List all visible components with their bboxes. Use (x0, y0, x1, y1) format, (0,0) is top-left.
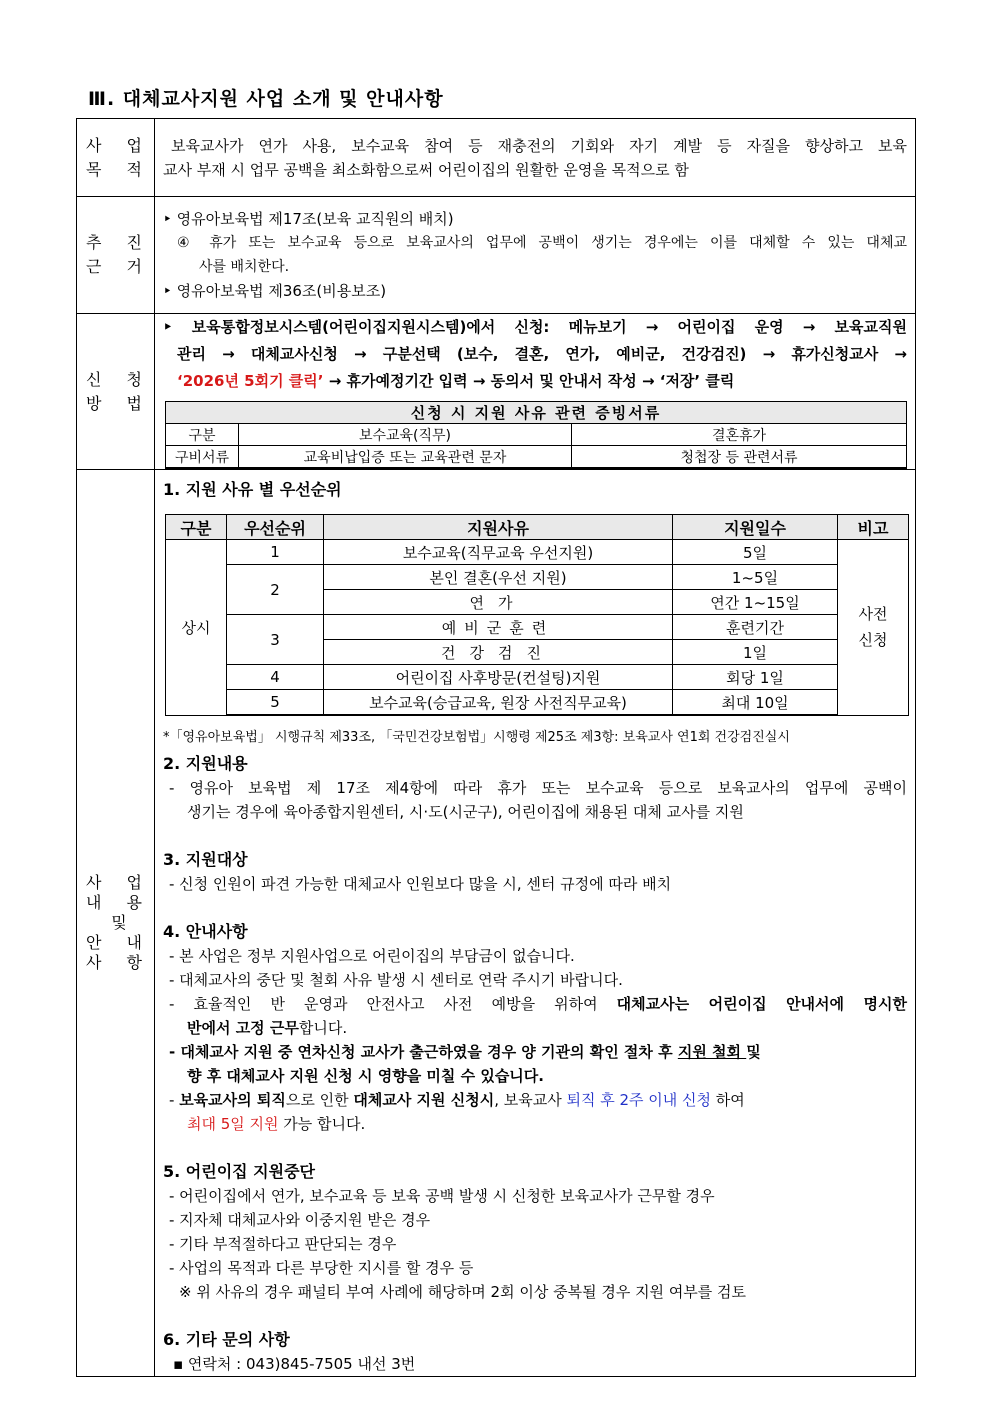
section-4-line7-text3: 하여 (711, 1091, 745, 1109)
priority-category: 상시 (166, 540, 227, 716)
section-2-line2: 생기는 경우에 육아종합지원센터, 시·도(시군구), 어린이집에 채용된 대체 교사를 지원 (187, 803, 744, 821)
section-5-line3: - 기타 부적절하다고 판단되는 경우 (169, 1235, 397, 1253)
section-4-line7-blue: 퇴직 후 2주 이내 신청 (566, 1091, 712, 1109)
section-4-line4 (163, 1016, 907, 1040)
section-4-line8-text: 가능 합니다. (278, 1115, 366, 1133)
priority-rank: 3 (227, 615, 324, 665)
section-5-line1: - 어린이집에서 연가, 보수교육 등 보육 공백 발생 시 신청한 보육교사가 근무할 경우 (169, 1187, 715, 1205)
priority-row-2 (166, 565, 909, 590)
section-4-line5-end: 및 (746, 1043, 761, 1061)
content-label-line1: 사 업 (86, 873, 152, 892)
info-table (76, 118, 916, 1377)
evidence-docs-col0: 구분 (166, 424, 239, 446)
section-4-line5-underline: 지원 철회 (677, 1043, 747, 1061)
evidence-docs-val2: 청첩장 등 관련서류 (572, 446, 907, 469)
section-4-line7-dash: - (169, 1091, 180, 1109)
priority-rank: 4 (227, 665, 324, 690)
basis-label (77, 197, 155, 314)
section-5-line5: ※ 위 사유의 경우 패널티 부여 사례에 해당하며 2회 이상 중복될 경우 지원 여부를 검토 (179, 1283, 747, 1301)
method-step-rest: → 휴가예정기간 입력 → 동의서 및 안내서 작성 → ‘저장’ 클릭 (323, 372, 735, 390)
section-4-line3 (163, 992, 907, 1016)
section-4-line3-text: - 효율적인 반 운영과 안전사고 사전 예방을 위하여 (169, 995, 617, 1013)
priority-days: 1일 (673, 640, 838, 665)
section-4-line6: 향 후 대체교사 지원 신청 시 영향을 미칠 수 있습니다. (187, 1067, 544, 1085)
method-step-line2: 관리 → 대체교사신청 → 구분선택 (보수, 결혼, 연가, 예비군, 건강검진) → 휴가신청교사 → (177, 345, 907, 363)
section-4-line3-bold: 대체교사는 어린이집 안내서에 명시한 (616, 995, 908, 1013)
section-4-line7-bold2: 대체교사 지원 신청시 (353, 1091, 495, 1109)
evidence-docs-col1: 보수교육(직무) (239, 424, 572, 446)
priority-days: 회당 1일 (673, 665, 838, 690)
priority-remark-line1: 사전 (858, 605, 888, 624)
purpose-label-line2: 목 적 (86, 159, 152, 179)
priority-rank: 2 (227, 565, 324, 615)
priority-remark-line2: 신청 (858, 631, 888, 650)
priority-header-category: 구분 (166, 515, 227, 540)
section-6-title: 6. 기타 문의 사항 (163, 1330, 290, 1349)
content-label-line4: 안 내 (86, 933, 152, 952)
priority-rank: 1 (227, 540, 324, 565)
section-4-line7-text1: 으로 인한 (285, 1091, 354, 1109)
content-label-line3: 및 (111, 913, 127, 932)
method-label-line2: 방 법 (86, 393, 152, 413)
evidence-docs-row-label: 구비서류 (166, 446, 239, 469)
evidence-docs-title: 신청 시 지원 사유 관련 증빙서류 (166, 402, 907, 424)
basis-clause-4-cont: 사를 배치한다. (199, 259, 290, 275)
purpose-label-line1: 사 업 (86, 135, 152, 155)
basis-label-line1: 추 진 (86, 233, 152, 252)
priority-reason: 건강검진 (324, 640, 673, 665)
method-step-highlight: ‘2026년 5회기 클릭’ (177, 372, 324, 390)
section-4-line8-red: 최대 5일 지원 (187, 1115, 279, 1133)
priority-header-row (166, 515, 909, 540)
section-5-line4: - 사업의 목적과 다른 부당한 지시를 할 경우 등 (169, 1259, 474, 1277)
section-4-line5-text: - 대체교사 지원 중 연차신청 교사가 출근하였을 경우 양 기관의 확인 절차 후 (169, 1043, 678, 1061)
page-title: Ⅲ. 대체교사지원 사업 소개 및 안내사항 (88, 88, 444, 110)
method-step-line3 (163, 368, 907, 395)
priority-reason: 예비군훈련 (324, 615, 673, 640)
section-2-line1: - 영유아 보육법 제 17조 제4항에 따라 휴가 또는 보수교육 등으로 보육교사의 업무에 공백이 (169, 779, 907, 797)
section-2-title: 2. 지원내용 (163, 754, 248, 773)
section-4-line8 (163, 1112, 907, 1136)
section-4-title: 4. 안내사항 (163, 922, 248, 941)
priority-row-1 (166, 540, 909, 565)
section-4-line5 (163, 1040, 907, 1064)
content-label-line2: 내 용 (86, 893, 152, 912)
basis-law-36: ‣ 영유아보육법 제36조(비용보조) (163, 282, 387, 300)
evidence-docs-header-row (166, 424, 907, 446)
evidence-docs-col2: 결혼휴가 (572, 424, 907, 446)
method-step-line1: ‣ 보육통합정보시스템(어린이집지원시스템)에서 신청: 메뉴보기 → 어린이집 운영 → 보육교직원 (163, 318, 907, 336)
section-4-line4-bold: 반에서 고정 근무 (187, 1019, 299, 1037)
evidence-docs-table (165, 401, 907, 469)
evidence-docs-value-row (166, 446, 907, 469)
section-4-line7-bold1: 보육교사의 퇴직 (179, 1091, 286, 1109)
section-4-line2: - 대체교사의 중단 및 철회 사유 발생 시 센터로 연락 주시기 바랍니다. (169, 971, 623, 989)
priority-days: 연간 1~15일 (673, 590, 838, 615)
priority-header-days: 지원일수 (673, 515, 838, 540)
section-3-title: 3. 지원대상 (163, 850, 248, 869)
purpose-content (155, 119, 916, 197)
section-1-title: 1. 지원 사유 별 우선순위 (163, 480, 342, 499)
section-5-line2: - 지자체 대체교사와 이중지원 받은 경우 (169, 1211, 431, 1229)
evidence-docs-val1: 교육비납입증 또는 교육관련 문자 (239, 446, 572, 469)
priority-row-7 (166, 690, 909, 716)
basis-row (77, 197, 916, 314)
evidence-docs-title-row (166, 402, 907, 424)
priority-rank: 5 (227, 690, 324, 716)
priority-reason: 본인 결혼(우선 지원) (324, 565, 673, 590)
basis-clause-4: ④ 휴가 또는 보수교육 등으로 보육교사의 업무에 공백이 생기는 경우에는 이를 대체할 수 있는 대체교 (177, 235, 907, 251)
method-content (155, 314, 916, 470)
section-5-title: 5. 어린이집 지원중단 (163, 1162, 315, 1181)
priority-header-remark: 비고 (838, 515, 909, 540)
method-row (77, 314, 916, 470)
section-4-line7 (163, 1088, 907, 1112)
priority-reason: 연가 (324, 590, 673, 615)
priority-header-reason: 지원사유 (324, 515, 673, 540)
content-label (77, 470, 155, 1377)
section-1-footnote: *「영유아보육법」 시행규칙 제33조, 「국민건강보험법」시행령 제25조 제3항: 보육교사 연1회 건강검진실시 (163, 730, 790, 745)
section-4-line1: - 본 사업은 정부 지원사업으로 어린이집의 부담금이 없습니다. (169, 947, 575, 965)
priority-days: 훈련기간 (673, 615, 838, 640)
priority-reason: 보수교육(직무교육 우선지원) (324, 540, 673, 565)
basis-label-line2: 근 거 (86, 257, 152, 276)
purpose-row (77, 119, 916, 197)
basis-content (155, 197, 916, 314)
priority-row-4 (166, 615, 909, 640)
method-label-line1: 신 청 (86, 369, 152, 389)
section-6-contact: ▪ 연락처 : 043)845-7505 내선 3번 (173, 1355, 416, 1373)
priority-reason: 보수교육(승급교육, 원장 사전직무교육) (324, 690, 673, 716)
priority-days: 5일 (673, 540, 838, 565)
priority-days: 최대 10일 (673, 690, 838, 716)
purpose-text-line1: 보육교사가 연가 사용, 보수교육 참여 등 재충전의 기회와 자기 계발 등 자질을 향상하고 보육 (171, 136, 907, 155)
basis-law-17: ‣ 영유아보육법 제17조(보육 교직원의 배치) (163, 210, 454, 228)
priority-table (165, 514, 909, 716)
priority-row-6 (166, 665, 909, 690)
priority-header-rank: 우선순위 (227, 515, 324, 540)
priority-reason: 어린이집 사후방문(컨설팅)지원 (324, 665, 673, 690)
section-4-line7-text2: , 보육교사 (494, 1091, 567, 1109)
section-3-line1: - 신청 인원이 파견 가능한 대체교사 인원보다 많을 시, 센터 규정에 따라 배치 (169, 875, 672, 893)
purpose-text-line2: 교사 부재 시 업무 공백을 최소화함으로써 어린이집의 원활한 운영을 목적으로 함 (163, 160, 689, 179)
content-label-line5: 사 항 (86, 953, 152, 972)
content-row (77, 470, 916, 1377)
priority-remark (838, 540, 909, 716)
priority-days: 1~5일 (673, 565, 838, 590)
content-body (155, 470, 916, 1377)
purpose-label (77, 119, 155, 197)
section-4-line4-text: 합니다. (298, 1019, 348, 1037)
method-label (77, 314, 155, 470)
